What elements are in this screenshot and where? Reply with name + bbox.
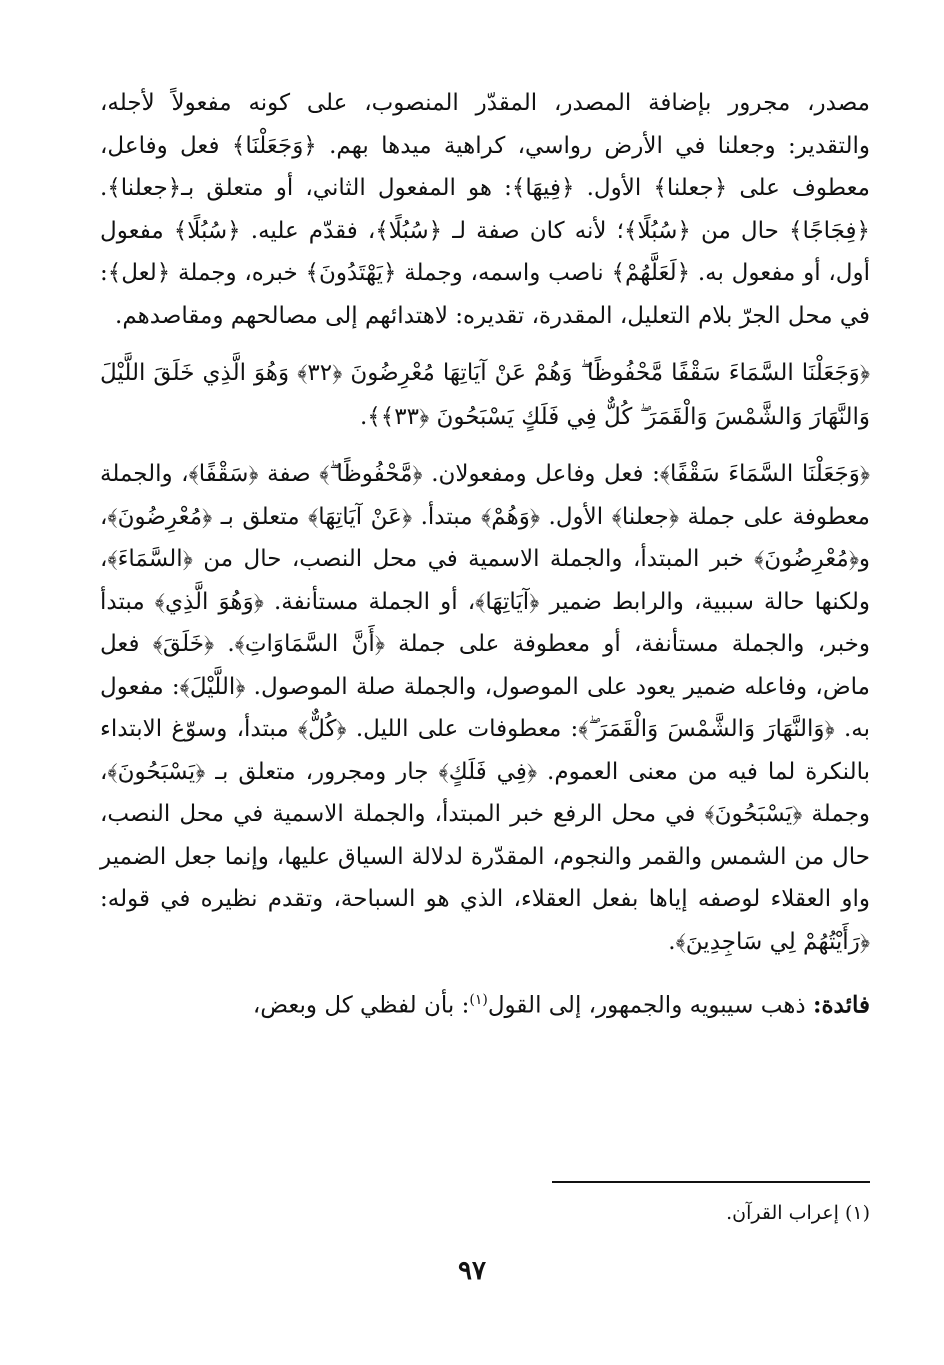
footnote-number: (١) xyxy=(844,1202,870,1224)
benefit-label: فائدة: xyxy=(812,991,870,1019)
page-body xyxy=(100,82,870,1027)
quran-verse: ﴿وَجَعَلْنَا السَّمَاءَ سَقْفًا مَّحْفُوظًا ۖ وَهُمْ عَنْ آيَاتِهَا مُعْرِضُونَ ﴿٣٢﴾ وَهُوَ الَّذِي خَلَقَ اللَّيْلَ وَالنَّهَارَ وَالشَّمْسَ وَالْقَمَرَ ۖ كُلٌّ فِي فَلَكٍ يَسْبَحُونَ ﴿٣٣﴾﴾. xyxy=(100,360,870,430)
footnote-text: إعراب القرآن. xyxy=(726,1202,839,1224)
benefit-paragraph xyxy=(100,979,870,1027)
footnote xyxy=(552,1198,870,1228)
benefit-text: ذهب سيبويه والجمهور، إلى القول xyxy=(487,992,806,1019)
paragraph-1: مصدر، مجرور بإضافة المصدر، المقدّر المنصوب، على كونه مفعولاً لأجله، والتقدير: وجعلنا في الأرض رواسي، كراهية ميدها بهم. ﴿وَجَعَلْنَا﴾ فعل وفاعل، معطوف على ﴿جعلنا﴾ الأول. ﴿فِيهَا﴾: هو المفعول الثاني، أو متعلق بـ﴿جعلنا﴾. ﴿فِجَاجًا﴾ حال من ﴿سُبُلًا﴾؛ لأنه كان صفة لـ ﴿سُبُلًا﴾، فقدّم عليه. ﴿سُبُلًا﴾ مفعول أول، أو مفعول به. ﴿لَعَلَّهُمْ﴾ ناصب واسمه، وجملة ﴿يَهْتَدُونَ﴾ خبره، وجملة ﴿لعل﴾: في محل الجرّ بلام التعليل، المقدرة، تقديره: لاهتدائهم إلى مصالحهم ومقاصدهم. xyxy=(100,90,870,329)
page-number: ٩٧ xyxy=(458,1256,486,1286)
footnote-divider xyxy=(552,1181,870,1183)
benefit-text-after: : بأن لفظي كل وبعض، xyxy=(252,992,470,1019)
paragraph-2: ﴿وَجَعَلْنَا السَّمَاءَ سَقْفًا﴾: فعل وفاعل ومفعولان. ﴿مَّحْفُوظًا ۖ﴾ صفة ﴿سَقْفًا﴾، والجملة معطوفة على جملة ﴿جعلنا﴾ الأول. ﴿وَهُمْ﴾ مبتدأ. ﴿عَنْ آيَاتِهَا﴾ متعلق بـ ﴿مُعْرِضُونَ﴾، و﴿مُعْرِضُونَ﴾ خبر المبتدأ، والجملة الاسمية في محل النصب، حال من ﴿السَّمَاءَ﴾، ولكنها حالة سببية، والرابط ضمير ﴿آيَاتِهَا﴾، أو الجملة مستأنفة. ﴿وَهُوَ الَّذِي﴾ مبتدأ وخبر، والجملة مستأنفة، أو معطوفة على جملة ﴿أَنَّ السَّمَاوَاتِ﴾. ﴿خَلَقَ﴾ فعل ماض، وفاعله ضمير يعود على الموصول، والجملة صلة الموصول. ﴿اللَّيْلَ﴾: مفعول به. ﴿وَالنَّهَارَ وَالشَّمْسَ وَالْقَمَرَ ۖ﴾: معطوفات على الليل. ﴿كُلٌّ﴾ مبتدأ، وسوّغ الابتداء بالنكرة لما فيه من معنى العموم. ﴿فِي فَلَكٍ﴾ جار ومجرور، متعلق بـ ﴿يَسْبَحُونَ﴾، وجملة ﴿يَسْبَحُونَ﴾ في محل الرفع خبر المبتدأ، والجملة الاسمية في محل النصب، حال من الشمس والقمر والنجوم، المقدّرة لدلالة السياق عليها، وإنما جعل الضمير واو العقلاء لوصفه إياها بفعل العقلاء، الذي هو السباحة، وتقدم نظيره في قوله: ﴿رَأَيْتُهُمْ لِي سَاجِدِينَ﴾. xyxy=(100,461,870,955)
footnote-reference[interactable]: (١) xyxy=(469,992,488,1008)
